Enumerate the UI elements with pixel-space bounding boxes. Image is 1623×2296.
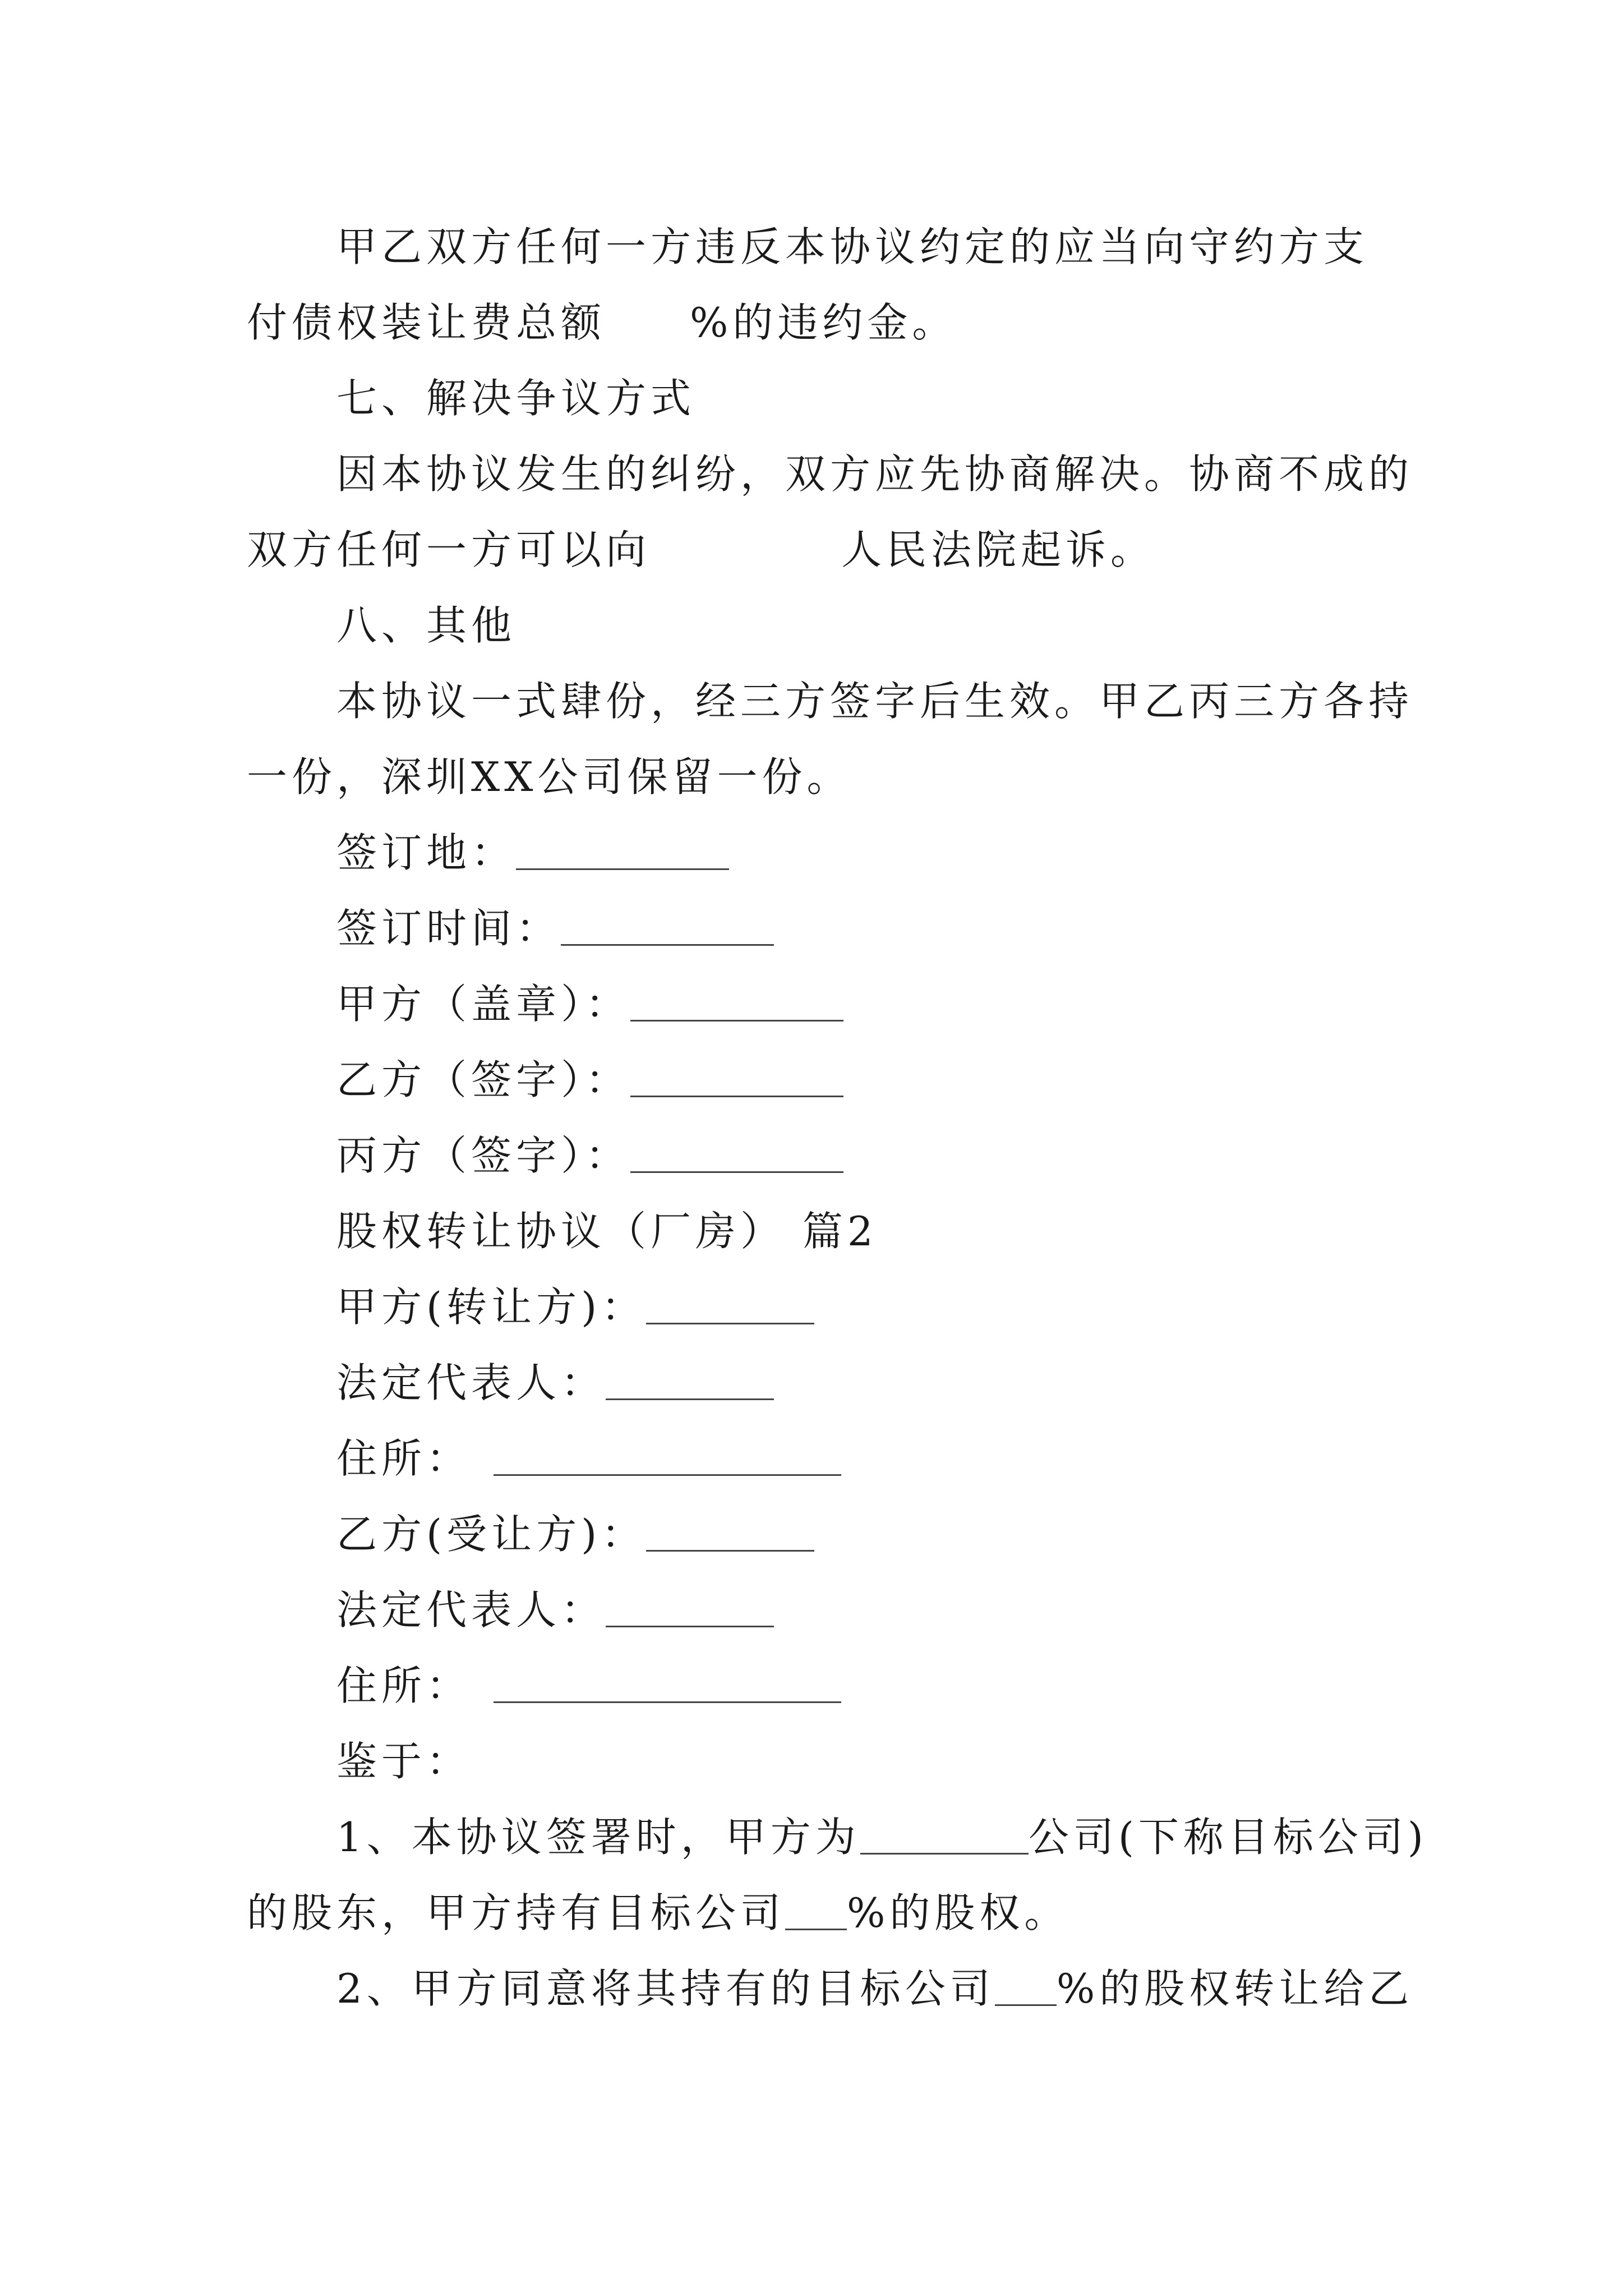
label: 乙方（签字）：: [336, 1056, 631, 1103]
text: %的股权转让给乙: [1056, 1965, 1414, 2012]
text: %的股权。: [847, 1889, 1069, 1936]
text: 股权转让协议（厂房） 篇2: [336, 1208, 878, 1255]
paragraph-breach-line1: [336, 213, 1481, 280]
paragraph-dispute-line1: [336, 440, 1481, 508]
text: 甲乙双方任何一方违反本协议约定的应当向守约方支: [336, 223, 1369, 270]
legal-rep-a-blank: [606, 1354, 774, 1400]
text: 八、其他: [336, 602, 517, 649]
paragraph-breach-line2: [247, 289, 1391, 356]
text: 公司(下称目标公司): [1028, 1814, 1428, 1861]
label: 住所：: [336, 1662, 472, 1709]
signing-place-blank: [516, 823, 729, 870]
signing-time-blank: [561, 899, 774, 946]
party-b-sign-row: [336, 1046, 1481, 1114]
label: 甲方（盖章）：: [336, 981, 631, 1028]
legal-rep-b-blank: [606, 1581, 774, 1627]
transferee-blank: [646, 1505, 814, 1552]
address-b-blank: [494, 1657, 841, 1703]
label: 签订地：: [336, 829, 517, 876]
percent-blank: [785, 1884, 847, 1930]
text: 鉴于：: [336, 1738, 472, 1785]
item-1-line1: [336, 1803, 1481, 1871]
agreement-title-2: [336, 1198, 1481, 1265]
text: 1、本协议签署时，甲方为: [336, 1814, 860, 1861]
label: 住所：: [336, 1435, 472, 1482]
label: 甲方(转让方)：: [336, 1283, 647, 1331]
address-a-blank: [494, 1429, 841, 1476]
text: 2、甲方同意将其持有的目标公司: [336, 1965, 995, 2012]
whereas-heading: [336, 1728, 1481, 1795]
transferor-row: [336, 1273, 1481, 1341]
label: 签订时间：: [336, 905, 561, 952]
address-a-row: [336, 1425, 1481, 1492]
text: 人民法院起诉。: [841, 526, 1156, 573]
text: 付债权装让费总额: [247, 299, 606, 346]
paragraph-dispute-line2: [247, 516, 1391, 583]
text: 的股东，甲方持有目标公司: [247, 1889, 786, 1936]
heading-section-8: [336, 592, 1481, 659]
item-2-line1: [336, 1955, 1481, 2022]
heading-section-7: [336, 365, 1481, 432]
percent-blank: [995, 1959, 1057, 2006]
signing-time-row: [336, 895, 1481, 962]
paragraph-copies-line2: [247, 743, 1391, 811]
party-c-sign-blank: [630, 1126, 843, 1173]
text: 本协议一式肆份，经三方签字后生效。甲乙丙三方各持: [336, 678, 1414, 725]
transferor-blank: [646, 1278, 814, 1324]
text: 双方任何一方可以向: [247, 526, 651, 573]
legal-rep-b-row: [336, 1576, 1481, 1644]
address-b-row: [336, 1652, 1481, 1719]
party-c-sign-row: [336, 1122, 1481, 1189]
company-name-blank: [860, 1808, 1029, 1855]
legal-rep-a-row: [336, 1349, 1481, 1416]
transferee-row: [336, 1501, 1481, 1568]
label: 丙方（签字）：: [336, 1132, 631, 1179]
text: 七、解决争议方式: [336, 375, 696, 422]
label: 法定代表人：: [336, 1359, 606, 1406]
text: 一份，深圳XX公司保留一份。: [247, 753, 852, 800]
text: %的违约金。: [690, 299, 957, 346]
text: 因本协议发生的纠纷，双方应先协商解决。协商不成的: [336, 450, 1414, 498]
party-a-seal-blank: [630, 975, 843, 1022]
party-b-sign-blank: [630, 1051, 843, 1097]
label: 法定代表人：: [336, 1586, 606, 1634]
label: 乙方(受让方)：: [336, 1511, 647, 1558]
paragraph-copies-line1: [336, 668, 1481, 735]
signing-place-row: [336, 819, 1481, 886]
item-1-line2: [247, 1879, 1391, 1947]
party-a-seal-row: [336, 970, 1481, 1038]
